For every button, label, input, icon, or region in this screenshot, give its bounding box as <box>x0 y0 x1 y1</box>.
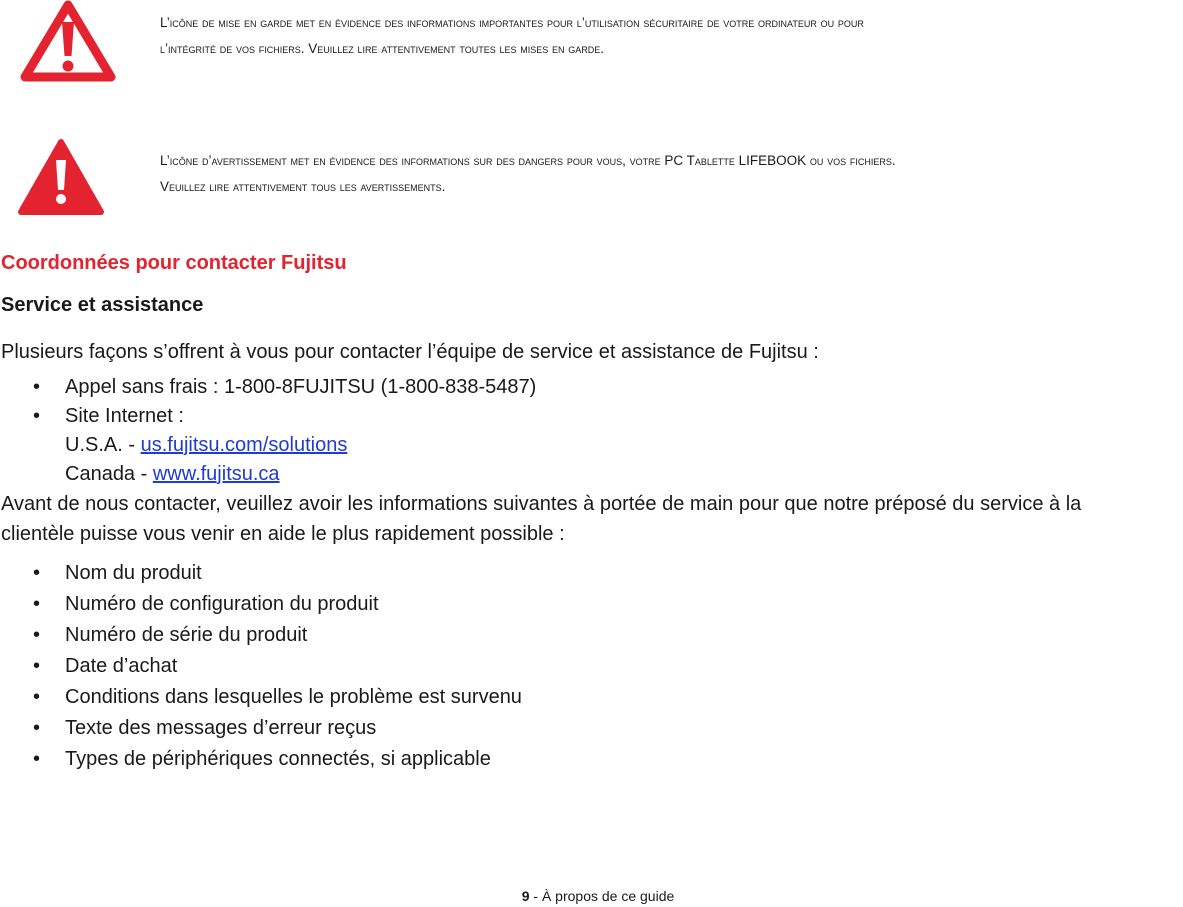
before-contact-paragraph: Avant de nous contacter, veuillez avoir les informations suivantes à portée de main pour que notre préposé du service à la clientèle puisse vous venir en aide le plus rapidement possible : <box>1 493 1082 545</box>
list-item <box>0 713 522 744</box>
page-number: 9 <box>521 888 530 904</box>
list-item-text: Nom du produit <box>65 562 202 584</box>
page-footer <box>0 888 1183 904</box>
list-item <box>0 651 522 682</box>
list-item-text: Numéro de configuration du produit <box>65 593 379 615</box>
list-item-text: Texte des messages d’erreur reçus <box>65 717 377 739</box>
bullet-icon: • <box>33 748 41 770</box>
canada-line <box>65 460 536 489</box>
bullet-icon: • <box>33 593 41 615</box>
bullet-icon: • <box>33 686 41 708</box>
list-item-website <box>0 402 536 489</box>
canada-prefix: Canada - <box>65 463 153 485</box>
caution-text-line1: L’icône de mise en garde met en évidence des informations importantes pour l’utilisation sécuritaire de votre ordinateur ou pour <box>160 15 864 30</box>
list-item <box>0 744 522 775</box>
caution-text-line2: l’intégrité de vos fichiers. Veuillez lire attentivement toutes les mises en garde. <box>160 41 605 56</box>
caution-triangle-icon <box>20 0 116 87</box>
section-subtitle: Service et assistance <box>1 294 204 316</box>
warning-text <box>160 148 1183 200</box>
usa-link[interactable]: us.fujitsu.com/solutions <box>140 434 348 456</box>
website-label: Site Internet : <box>65 405 184 427</box>
caution-notice <box>0 0 1183 90</box>
warning-triangle-icon <box>18 138 104 221</box>
warning-text-line1: L’icône d’avertissement met en évidence des informations sur des dangers pour vous, votre PC Tablette LIFEBOOK ou vos fichiers. <box>160 153 896 168</box>
contact-list <box>0 373 536 489</box>
caution-text <box>160 10 1183 62</box>
list-item-text: Conditions dans lesquelles le problème est survenu <box>65 686 522 708</box>
footer-separator: - <box>529 888 542 904</box>
list-item <box>0 589 522 620</box>
bullet-icon: • <box>33 562 41 584</box>
bullet-icon: • <box>33 717 41 739</box>
bullet-icon: • <box>33 624 41 646</box>
warning-text-line2: Veuillez lire attentivement tous les avertissements. <box>160 179 446 194</box>
canada-link[interactable]: www.fujitsu.ca <box>152 463 280 485</box>
warning-notice <box>0 130 1183 225</box>
list-item-text: Types de périphériques connectés, si applicable <box>65 748 491 770</box>
list-item-text: Numéro de série du produit <box>65 624 308 646</box>
bullet-icon: • <box>33 376 41 398</box>
chapter-title: À propos de ce guide <box>541 888 675 904</box>
list-item <box>0 682 522 713</box>
bullet-icon: • <box>33 405 41 427</box>
list-item <box>0 558 522 589</box>
phone-text: Appel sans frais : 1-800-8FUJITSU (1-800-838-5487) <box>65 376 537 398</box>
bullet-icon: • <box>33 655 41 677</box>
usa-prefix: U.S.A. - <box>65 434 141 456</box>
intro-paragraph: Plusieurs façons s’offrent à vous pour contacter l’équipe de service et assistance de Fujitsu : <box>1 341 819 363</box>
usa-line <box>65 431 536 460</box>
info-list <box>0 558 522 775</box>
list-item-phone <box>0 373 536 402</box>
section-title: Coordonnées pour contacter Fujitsu <box>1 252 347 274</box>
list-item <box>0 620 522 651</box>
list-item-text: Date d’achat <box>65 655 178 677</box>
